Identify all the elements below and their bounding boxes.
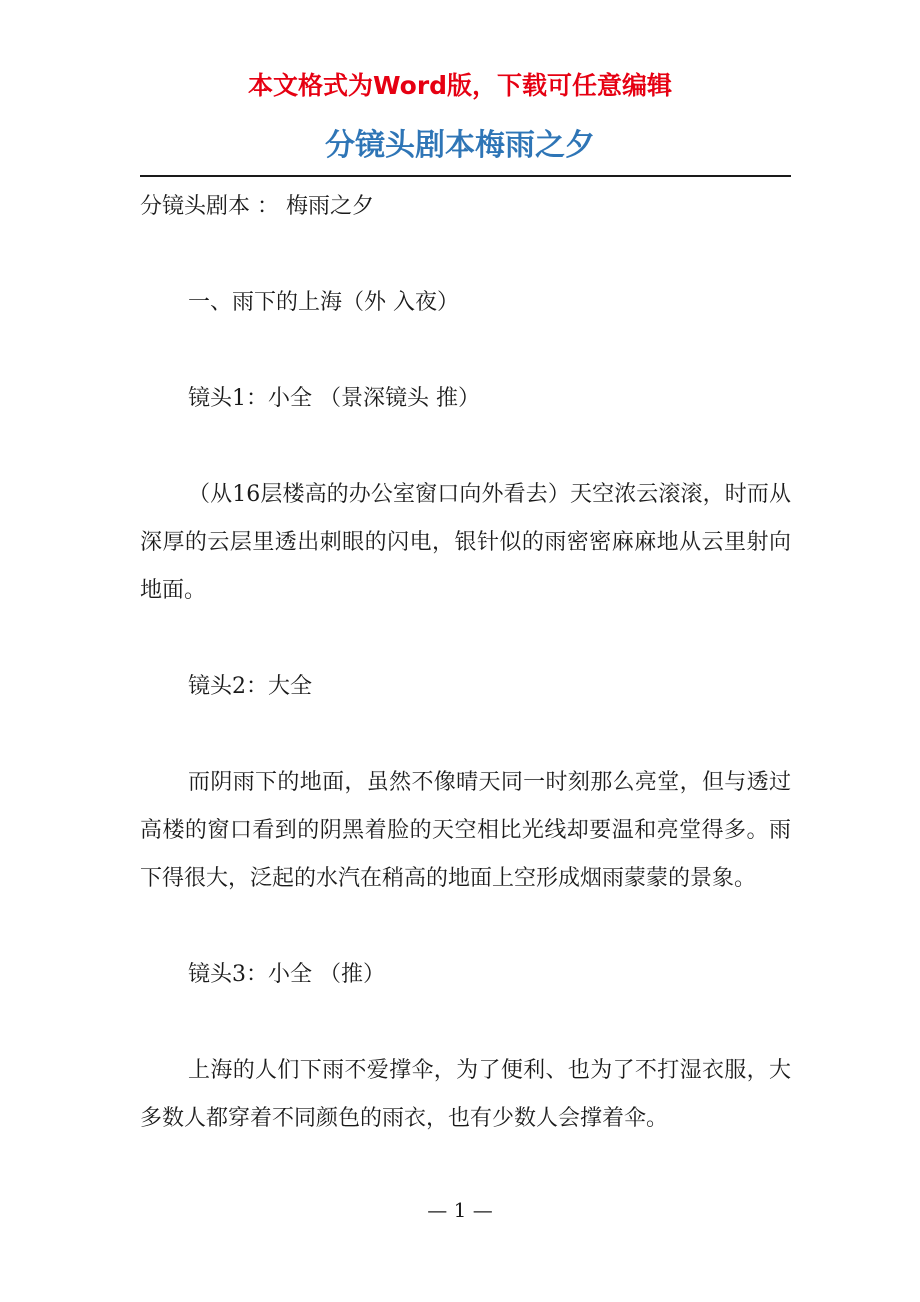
page-number: — 1 — <box>427 1198 493 1222</box>
shot-description-1: （从16层楼高的办公室窗口向外看去）天空浓云滚滚，时而从深厚的云层里透出刺眼的闪电，银针似的雨密密麻麻地从云里射向地面。 <box>140 482 791 603</box>
section-heading: 一、雨下的上海（外 入夜） <box>188 290 459 315</box>
shot-description-3: 上海的人们下雨不爱撑伞，为了便利、也为了不打湿衣服，大多数人都穿着不同颜色的雨衣，也有少数人会撑着伞。 <box>140 1058 791 1131</box>
page-title: 分镜头剧本梅雨之夕 <box>325 128 595 163</box>
shot-heading-3: 镜头3：小全 （推） <box>188 962 385 987</box>
document-subtitle: 分镜头剧本 ： 梅雨之夕 <box>140 194 374 219</box>
shot-heading-2: 镜头2：大全 <box>188 674 312 699</box>
shot-heading-1: 镜头1：小全 （景深镜头 推） <box>188 386 480 411</box>
download-banner: 本文格式为Word版，下载可任意编辑 <box>247 71 673 100</box>
document-body <box>140 183 791 1143</box>
shot-description-2: 而阴雨下的地面，虽然不像晴天同一时刻那么亮堂，但与透过高楼的窗口看到的阴黑着脸的天空相比光线却要温和亮堂得多。雨下得很大，泛起的水汽在稍高的地面上空形成烟雨蒙蒙的景象。 <box>140 770 791 891</box>
title-divider <box>140 175 791 177</box>
